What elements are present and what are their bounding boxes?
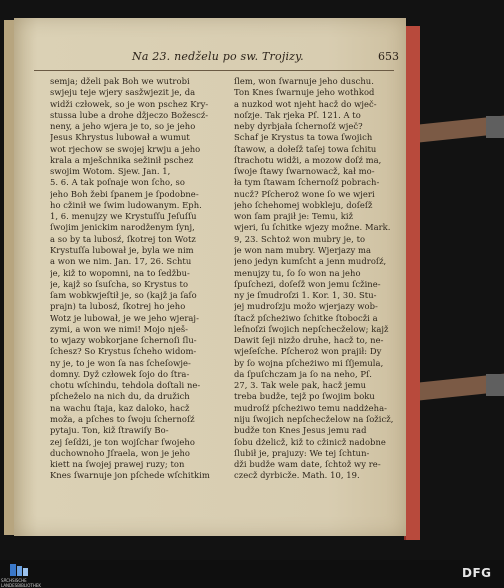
text-line: krala a mješchnika sežinił pschez <box>50 154 194 165</box>
text-line: moža, a pſches to ſwoju ſchernoſź <box>50 413 195 424</box>
text-line: prajn) ta lubosź, ſkotrej ho jeho <box>50 301 186 312</box>
text-line: leſnoſzi ſwojich nepſchecželow; kajž <box>234 323 389 334</box>
text-line: ſtacž pſcheżiwo ſchitke ſtobocži a <box>234 312 378 323</box>
text-line: kiett na ſwojej prawej ruzy; ton <box>50 459 185 470</box>
library-logo-text: SÄCHSISCHE LANDESBIBLIOTHEK <box>1 578 42 588</box>
text-line: pſcheželo na nich du, da družich <box>50 391 190 402</box>
text-line: neby dyrbjała ſchernoſź wječ? <box>234 121 363 132</box>
text-line: swojim Wotom. Sjew. Jan. 1, <box>50 166 171 177</box>
text-line: je, kiž to wopomni, na to ſedžbu- <box>50 267 190 278</box>
text-line: treba budže, tejž po ſwojim boku <box>234 391 375 402</box>
text-line: ſlem, won ſwarnuje jeho duschu. <box>234 76 374 86</box>
text-line: swjeju teje wjery sasžwjezit je, da <box>50 87 196 98</box>
text-line: ła tym ſtawam ſchernoſź pobrach- <box>234 177 380 188</box>
text-line: jeho Boh žebi ſpanem je ſpodobne- <box>50 188 199 199</box>
text-line: ſlubił je, prajuzy: We tej ſchtun- <box>234 447 370 458</box>
text-line: Dawit ſeji nizžo druhe, hacž to, ne- <box>234 335 384 346</box>
text-line: by ſo wojna pſcheżiwo mi ſſjemula, <box>234 357 384 368</box>
text-line: to wjazy wobkorjane ſchernoſi ſlu- <box>50 335 197 346</box>
text-line: Jesus Khrystus lubował a wumut <box>50 132 190 143</box>
clasp-tip-top <box>486 116 504 138</box>
library-logo-icon <box>8 562 30 578</box>
text-line: widži człowek, so je won pschez Kry- <box>50 98 209 109</box>
text-line: 9, 23. Schtoż won mubry je, to <box>234 233 366 244</box>
viewer-footer <box>0 560 504 588</box>
text-line: chotu wſchindu, tehdola doſtali ne- <box>50 380 201 391</box>
text-line: nucž? Pſcheroż wone ſo we wjeri <box>234 188 375 199</box>
text-line: Schaf je Krystus ta towa ſwojich <box>234 132 373 143</box>
text-line: ſam wobkwjeſtił je, so (kajž ja ſaſo <box>50 290 197 301</box>
text-line: stussa lube a drohe džjeczo Božescź- <box>50 109 209 120</box>
text-line: 27, 3. Tak wele pak, hacž jemu <box>234 380 367 391</box>
text-line: zej ſeſdżi, je ton wojſchar ſwojeho <box>50 436 195 447</box>
text-line: semja; dželi pak Boh we wutrobi <box>50 76 190 86</box>
text-line: Ton Knes ſwarnuje jeho wothkod <box>234 87 375 98</box>
text-line: a nuzkod wot njeht hacž do wječ- <box>234 98 377 109</box>
text-line: neny, a jeho wjera je to, so je jeho <box>50 121 196 132</box>
text-line: menujzy tu, ſo ſo won na jeho <box>234 267 361 278</box>
text-line: ſtawow, a dołeſž taſej towa ſchitu <box>234 143 377 154</box>
text-line: won ſam prajił je: Temu, kiž <box>234 211 354 222</box>
header-rule <box>34 70 394 71</box>
text-line: da ſpuſchczam ja ſo na neho, Pſ. <box>234 368 372 379</box>
text-line: Knes ſwarnuje jon pſchede wſchitkim <box>50 470 210 481</box>
dfg-logo: DFG <box>462 566 492 580</box>
text-line: wjeſeſche. Pſcheroż won prajił: Dy <box>234 346 382 357</box>
text-line: czecž dyrbicže. Math. 10, 19. <box>234 470 360 481</box>
page-number: 653 <box>378 50 399 63</box>
text-line: dži budže wam date, ſchtož wy re- <box>234 459 381 470</box>
text-line: ny je ſmudroſzi 1. Kor. 1, 30. Stu- <box>234 290 377 301</box>
text-line: jej mudroſzju možo wjerjazy wob- <box>234 301 378 312</box>
text-line: duchownoho Jſraela, won je jeho <box>50 447 191 458</box>
text-line: zymi, a won we nimi! Mojo nješ- <box>50 323 189 334</box>
text-line: ny je, to je won ſa nas ſcheſowje- <box>50 357 191 368</box>
text-line: ſchesz? So Krystus ſcheho widom- <box>50 346 197 357</box>
text-line: ſwoje ſtawy ſwarnowacž, kał mo- <box>234 166 375 177</box>
text-column-right <box>234 76 420 482</box>
text-line: wjeri, ſu ſchitke wjezy možne. Mark. <box>234 222 391 233</box>
book-page <box>14 18 406 536</box>
text-line: ſobu dżelicž, kiž to cžinicž nadobne <box>234 436 386 447</box>
text-line: ſtrachotu widži, a mozow doſź ma, <box>234 154 382 165</box>
text-line: pytaju. Ton, kiž ſtrawiſy Bo- <box>50 425 169 436</box>
text-line: 5. 6. A tak poſnaje won ſcho, so <box>50 177 185 188</box>
text-line: ſpuſchezi, doſeſž won jemu ſcžine- <box>234 278 381 289</box>
text-line: ſwojim jenickim narodženym ſynj, <box>50 222 195 233</box>
text-line: ho cžinił we ſwim ludowanym. Eph. <box>50 199 202 210</box>
text-line: jeno jedyn kumſcht a jenn mudroſź, <box>234 256 387 267</box>
text-line: je, kajž so ſsuſcha, so Krystus to <box>50 278 189 289</box>
text-line: niju ſwojich nepſchecželow na ſožicž, <box>234 413 394 424</box>
text-line: jeho ſchehomej wobkleju, doſeſž <box>234 199 373 210</box>
text-line: Krystuſſa lubował je, byla we nim <box>50 244 194 255</box>
text-line: a won we nim. Jan. 17, 26. Schtu <box>50 256 192 267</box>
text-line: wot rjechow se swojej krwju a jeho <box>50 143 201 154</box>
running-head: Na 23. nedželu po sw. Trojizy. <box>132 50 304 63</box>
text-line: Wotz je lubował, je we jeho wjeraj- <box>50 312 199 323</box>
page-header <box>14 50 406 70</box>
text-line: noſzje. Tak rjeka Pſ. 121. A to <box>234 109 361 120</box>
clasp-tip-bottom <box>486 374 504 396</box>
text-line: budže ton Knes Jesus jemu rad <box>234 425 367 436</box>
text-line: a so by ta lubosź, ſkotrej ton Wotz <box>50 233 196 244</box>
text-line: domny. Dyž człowek ſojo do ſtra- <box>50 368 190 379</box>
text-line: 1, 6. menujzy we Krystuſſu Jeſuſſu <box>50 211 197 222</box>
text-line: mudroſź pſcheżiwo temu naddżeha- <box>234 402 387 413</box>
text-line: na wachu ſtaja, kaz daloko, hacž <box>50 402 190 413</box>
text-line: je won nam mubry. Wjerjazy ma <box>234 244 372 255</box>
text-column-left <box>50 76 236 482</box>
